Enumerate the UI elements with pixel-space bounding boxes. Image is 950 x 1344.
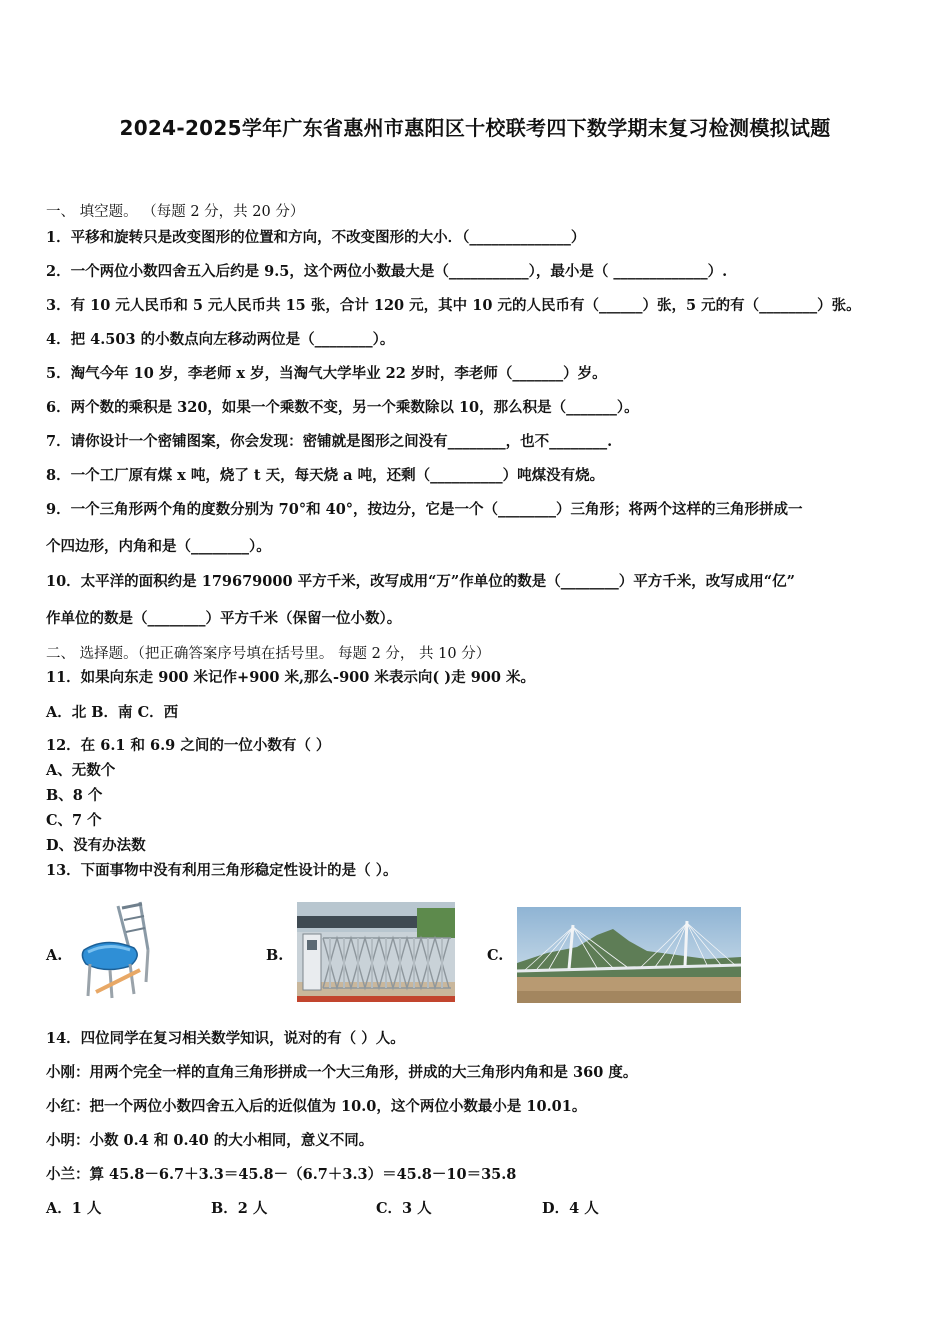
question-12: 12．在 6.1 和 6.9 之间的一位小数有（ ） <box>46 737 331 754</box>
question-12-option-d: D、没有办法数 <box>46 837 146 854</box>
question-6: 6．两个数的乘积是 320，如果一个乘数不变，另一个乘数除以 10，那么积是（_______）。 <box>46 399 639 416</box>
question-10-line2: 作单位的数是（________）平方千米（保留一位小数）。 <box>46 610 402 627</box>
question-8: 8．一个工厂原有煤 x 吨，烧了 t 天，每天烧 a 吨，还剩（__________）吨煤没有烧。 <box>46 467 605 484</box>
question-14-option-c: C．3 人 <box>376 1200 432 1217</box>
question-12-option-c: C、7 个 <box>46 812 102 829</box>
question-14-statement-1: 小刚：用两个完全一样的直角三角形拼成一个大三角形，拼成的大三角形内角和是 360 度。 <box>46 1064 638 1081</box>
question-4: 4．把 4.503 的小数点向左移动两位是（________）。 <box>46 331 395 348</box>
section-2-heading: 二、 选择题。（把正确答案序号填在括号里。 每题 2 分， 共 10 分） <box>46 646 491 662</box>
question-14: 14．四位同学在复习相关数学知识，说对的有（ ）人。 <box>46 1030 405 1047</box>
question-9-line1: 9．一个三角形两个角的度数分别为 70°和 40°，按边分，它是一个（________）三角形；将两个这样的三角形拼成一 <box>46 501 803 518</box>
question-13: 13．下面事物中没有利用三角形稳定性设计的是（ ）。 <box>46 862 398 879</box>
page-title: 2024-2025学年广东省惠州市惠阳区十校联考四下数学期末复习检测模拟试题 <box>119 116 831 140</box>
chair-image <box>76 898 156 1002</box>
question-14-statement-3: 小明：小数 0.4 和 0.40 的大小相同，意义不同。 <box>46 1132 374 1149</box>
cable-stayed-bridge-image <box>517 907 741 1003</box>
question-13-label-a: A. <box>46 947 63 964</box>
question-14-option-b: B．2 人 <box>211 1200 268 1217</box>
question-11-options: A．北 B．南 C．西 <box>46 704 179 721</box>
section-1-heading: 一、 填空题。 （每题 2 分，共 20 分） <box>46 204 305 220</box>
question-10-line1: 10．太平洋的面积约是 179679000 平方千米，改写成用“万”作单位的数是（________）平方千米，改写成用“亿” <box>46 573 795 590</box>
question-3: 3．有 10 元人民币和 5 元人民币共 15 张，合计 120 元，其中 10 元的人民币有（______）张，5 元的有（________）张。 <box>46 297 861 314</box>
question-13-label-b: B. <box>266 947 284 964</box>
question-14-option-a: A．1 人 <box>46 1200 102 1217</box>
question-11: 11．如果向东走 900 米记作+900 米,那么-900 米表示向( )走 900 米。 <box>46 669 536 686</box>
question-5: 5．淘气今年 10 岁，李老师 x 岁，当淘气大学毕业 22 岁时，李老师（_______）岁。 <box>46 365 607 382</box>
question-2: 2．一个两位小数四舍五入后约是 9.5，这个两位小数最大是（___________），最小是（ _____________）. <box>46 263 728 280</box>
question-12-option-a: A、无数个 <box>46 762 116 779</box>
question-1: 1．平移和旋转只是改变图形的位置和方向，不改变图形的大小．（______________） <box>46 229 586 246</box>
question-14-statement-4: 小兰：算 45.8－6.7＋3.3＝45.8－（6.7＋3.3）＝45.8－10＝35.8 <box>46 1166 517 1183</box>
retractable-gate-image <box>297 902 455 1002</box>
question-14-option-d: D．4 人 <box>542 1200 599 1217</box>
question-13-label-c: C. <box>487 947 504 964</box>
question-14-statement-2: 小红：把一个两位小数四舍五入后的近似值为 10.0，这个两位小数最小是 10.01。 <box>46 1098 587 1115</box>
question-12-option-b: B、8 个 <box>46 787 103 804</box>
question-9-line2: 个四边形，内角和是（________）。 <box>46 538 271 555</box>
question-7: 7．请你设计一个密铺图案，你会发现：密铺就是图形之间没有________，也不________. <box>46 433 613 450</box>
